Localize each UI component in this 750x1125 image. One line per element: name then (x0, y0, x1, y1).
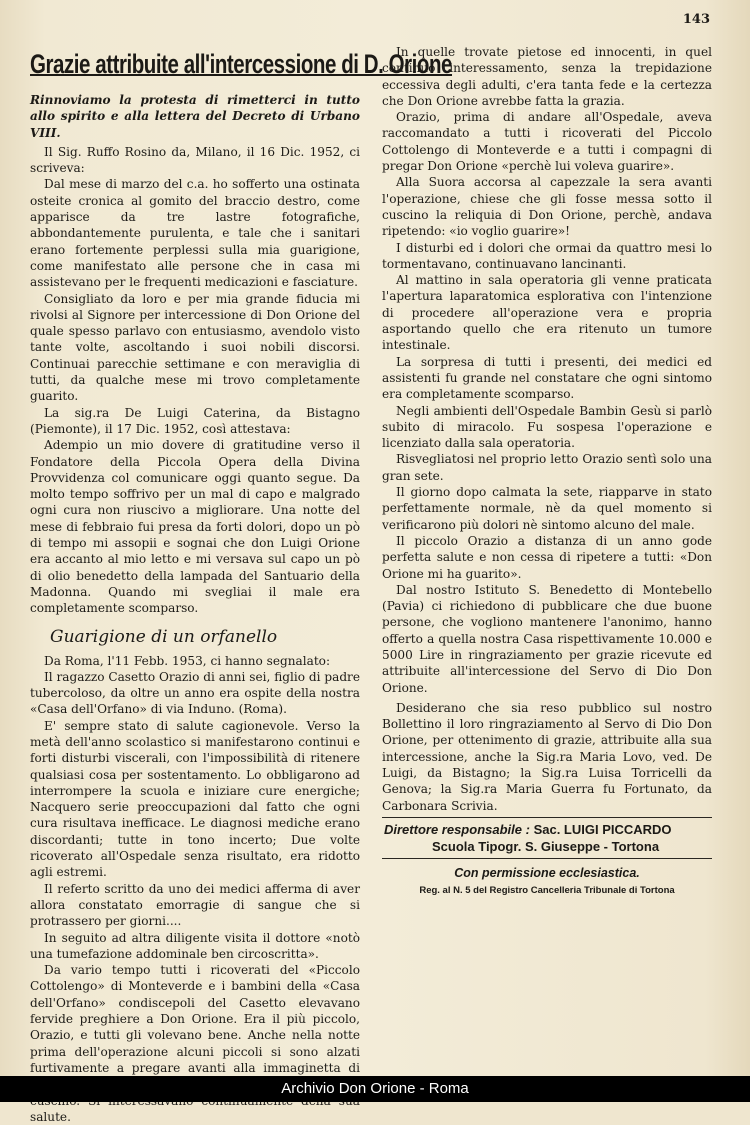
paragraph: Dal mese di marzo del c.a. ho sofferto una ostinata osteite cronica al gomito del braccio destro, come apparisce da tre lastre fotografiche, abbondantemente purulenta, e tale che i sanitari erano fortemente perplessi sulla mia guarigione, come manifestato alle persone che in casa mi assistevano per le frequenti medicazioni e fasciature. (30, 177, 360, 290)
paragraph: Negli ambienti dell'Ospedale Bambin Gesù si parlò subito di miracolo. Fu sospesa l'operazione e licenziato dalla sala operatoria. (382, 403, 712, 451)
page-number: 143 (682, 12, 710, 27)
paragraph: Dal nostro Istituto S. Benedetto di Montebello (Pavia) ci richiedono di pubblicare che due buone persone, che vogliono mantenere l'anonimo, hanno offerto a quella nostra Casa rispettivamente 10.000 e 5000 Lire in ringraziamento per grazie ricevute ed attribuite all'intercessione del Servo di Dio Don Orione. (382, 582, 712, 695)
paragraph: Il piccolo Orazio a distanza di un anno gode perfetta salute e non cessa di ripetere a tutti: «Don Orione mi ha guarito». (382, 533, 712, 581)
paragraph: In seguito ad altra diligente visita il dottore «notò una tumefazione addominale ben circoscritta». (30, 930, 360, 961)
paragraph: Il Sig. Ruffo Rosino da, Milano, il 16 Dic. 1952, ci scriveva: (30, 144, 360, 176)
paragraph: Adempio un mio dovere di gratitudine verso il Fondatore della Piccola Opera della Divina Provvidenza col comunicare oggi quanto segue. Da molto tempo soffrivo per un mal di capo e malgrado ogni cura non riuscivo a migliorare. Una notte del mese di febbraio fui presa da forti dolori, dopo un pò di tempo mi assopii e sognai che don Luigi Orione era accanto al mio letto e mi versava sul capo un pò di olio benedetto della lampada del Santuario della Madonna. Quando mi svegliai il male era completamente scomparso. (30, 438, 360, 616)
colophon-director (382, 821, 712, 855)
paragraph: Desiderano che sia reso pubblico sul nostro Bollettino il loro ringraziamento al Servo di Dio Don Orione, per ottenimento di grazie, attribuite alla sua intercessione, anche la Sig.ra Maria Lovo, ved. De Luigi, da Bistagno; la Sig.ra Luisa Torricelli da Genova; la Sig.ra Maria Guerra fu Fortunato, da Carbonara Scrivia. (382, 700, 712, 813)
printer-line: Scuola Tipogr. S. Giuseppe - Tortona (432, 838, 660, 854)
paragraph: Il referto scritto da uno dei medici afferma di aver allora constatato emorragie di sangue che si protrassero per giorni.... (30, 881, 360, 929)
permission-line: Con permissione ecclesiastica. (454, 865, 640, 880)
paragraph: Da vario tempo tutti i ricoverati del «Piccolo Cottolengo» di Monteverde e i bambini della «Casa dell'Orfano» condiscepoli del Casetto elevavano fervide preghiere a Don Orione. Era il più piccolo, Orazio, e tutti gli volevano bene. Anche nella notte prima dell'operazione alcuni piccoli si sono alzati furtivamente a pregare avanti alla immaginetta di salute. (30, 963, 360, 1124)
paragraph: Il giorno dopo calmata la sete, riapparve in stato perfettamente normale, nè da quel momento si verificarono più dolori nè sintomo alcuno del male. (382, 485, 712, 532)
article-title: Grazie attribuite all'intercessione di D. Orione (30, 49, 453, 79)
paragraph: Al mattino in sala operatoria gli venne praticata l'apertura laparatomica esplorativa con l'intenzione di procedere all'operazione vera e propria asportando quello che era ritenuto un tumore intestinale. (382, 273, 712, 353)
paragraph: Il ragazzo Casetto Orazio di anni sei, figlio di padre tubercoloso, da oltre un anno era ospite della nostra «Casa dell'Orfano» di via Induno. (Roma). (30, 669, 360, 717)
divider (382, 858, 712, 859)
paragraph: La sorpresa di tutti i presenti, dei medici ed assistenti fu grande nel constatare che ogni sintomo era completamente scomparso. (382, 354, 712, 402)
registry-line: Reg. al N. 5 del Registro Cancelleria Tribunale di Tortona (419, 885, 675, 897)
divider (382, 817, 712, 818)
paragraph: Consigliato da loro e per mia grande fiducia mi rivolsi al Signore per intercessione di Don Orione del quale spesso parlavo con entusiasmo, avendolo visto tante volte, ascoltando i suoi nobili discorsi. Continuai parecchie settimane e con meraviglia di tutti, da qualche mese mi trovo completamente guarito. (30, 291, 360, 404)
director-label: Direttore responsabile : (384, 821, 530, 837)
section-heading: Guarigione di un orfanello (50, 626, 278, 647)
director-name: Sac. LUIGI PICCARDO (533, 821, 672, 837)
right-column (382, 44, 712, 900)
paragraph: La sig.ra De Luigi Caterina, da Bistagno (Piemonte), il 17 Dic. 1952, così attestava: (30, 405, 360, 436)
paragraph: Da Roma, l'11 Febb. 1953, ci hanno segnalato: (44, 653, 331, 668)
paragraph: Risvegliatosi nel proprio letto Orazio sentì solo una gran sete. (382, 452, 712, 483)
paragraph: Alla Suora accorsa al capezzale la sera avanti l'operazione, chiese che gli fosse messa sotto il cuscino la reliquia di Don Orione, perchè, andava ripetendo: «io voglio guarire»! (382, 175, 712, 239)
paragraph: In quelle trovate pietose ed innocenti, in quel continuo interessamento, senza la trepidazione eccessiva degli adulti, c'era tanta fede e la certezza che Don Orione avrebbe fatta la grazia. (382, 45, 712, 108)
paragraph: E' sempre stato di salute cagionevole. Verso la metà dell'anno scolastico si manifestarono continui e forti disturbi viscerali, con l'impossibilità di ritenere qualsiasi cosa per sostentamento. Lo obbligarono ad interrompere la scuola e iniziare cure energiche; Nacquero serie preoccupazioni dal fatto che ogni cura risultava inefficace. Le diagnosi mediche erano discordanti; tutte in tono incerto; Due volte ricoverato all'Ospedale senza risultato, era ridotto agli estremi. (30, 718, 360, 880)
paragraph: Orazio, prima di andare all'Ospedale, aveva raccomandato a tutti i ricoverati del Piccolo Cottolengo di Monteverde e a tutti i compagni di pregar Don Orione «perchè lui voleva guarire». (382, 110, 712, 174)
archive-footer: Archivio Don Orione - Roma (0, 1076, 750, 1102)
intro-paragraph: Rinnoviamo la protesta di rimetterci in tutto allo spirito e alla lettera del Decreto di Urbano VIII. (30, 93, 360, 140)
paragraph: I disturbi ed i dolori che ormai da quattro mesi lo tormentavano, continuavano lancinanti. (382, 240, 712, 271)
